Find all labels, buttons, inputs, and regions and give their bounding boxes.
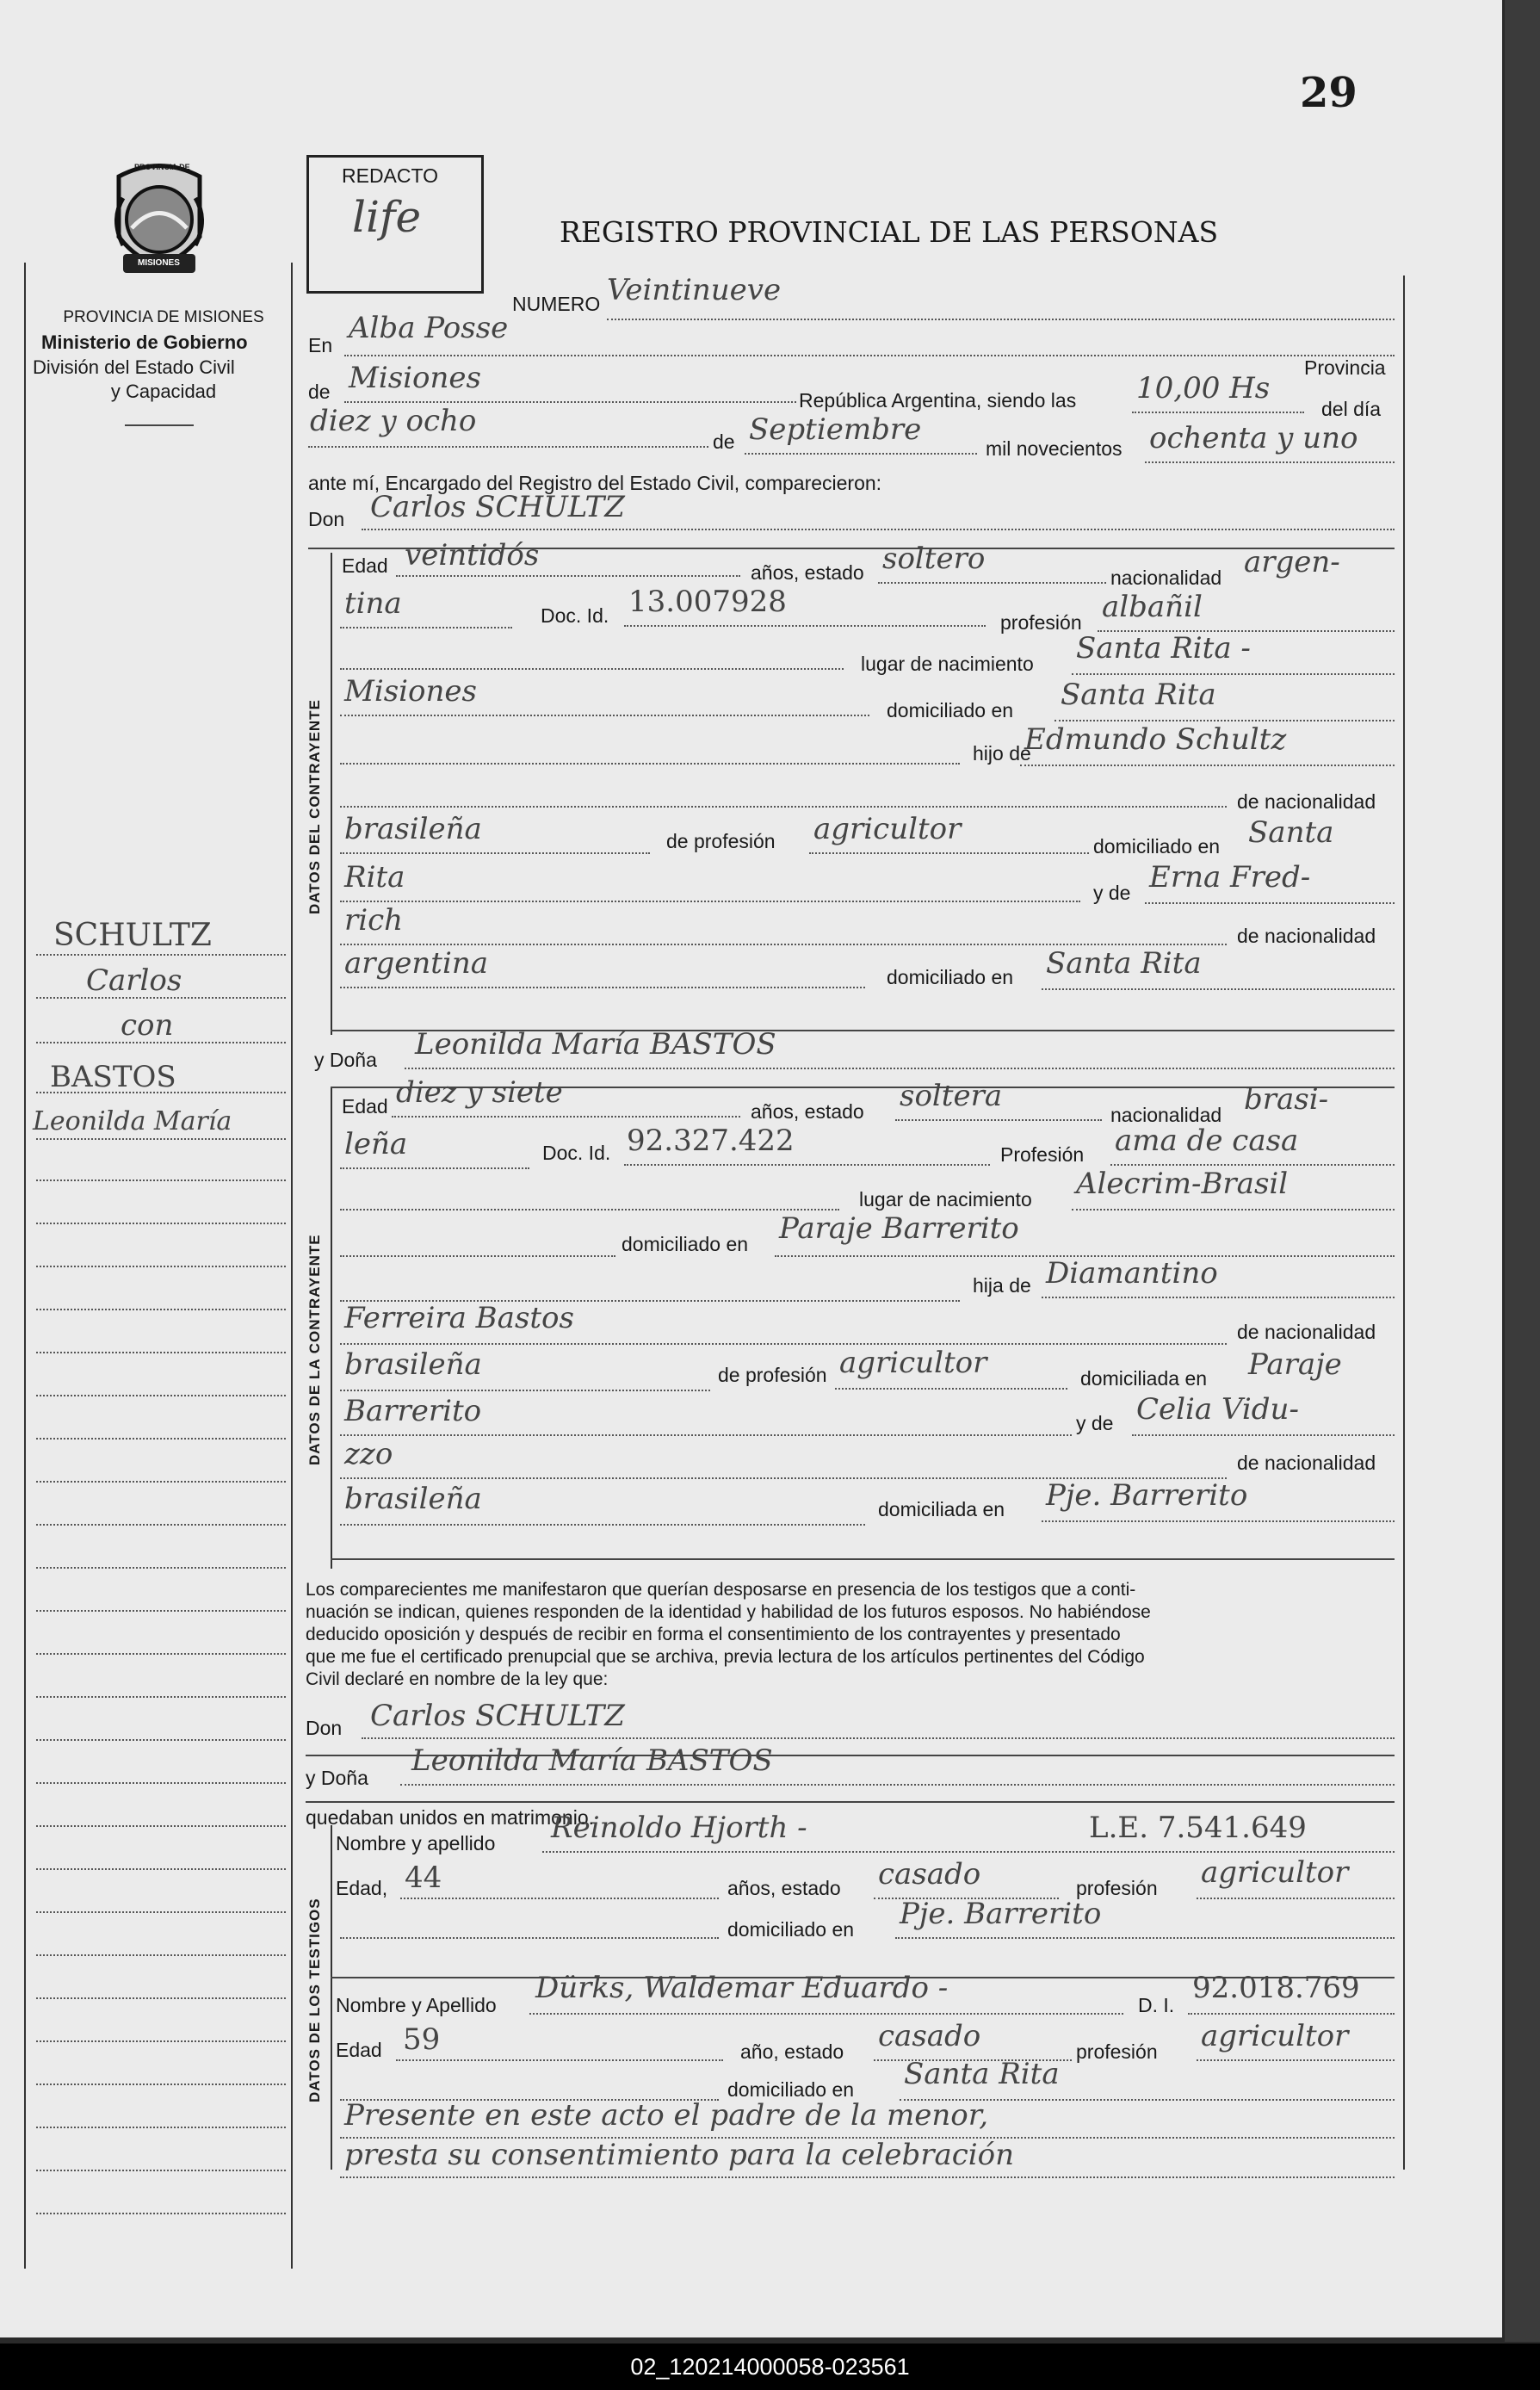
c-estado-label: años, estado [751,561,864,584]
note-line-2: presta su consentimiento para la celebración [344,2138,1015,2172]
division-line-1: División del Estado Civil [33,356,235,378]
numero-value: Veintinueve [607,273,782,307]
f-edad-value: diez y siete [396,1075,563,1110]
f-domicilio-label: domiciliado en [622,1233,749,1255]
c-profesion-label: profesión [1000,611,1082,634]
c-padre-dom-value-1: Santa [1248,815,1334,850]
c-padre-nac-label: de nacionalidad [1237,790,1376,813]
t2-dom-value: Santa Rita [904,2057,1060,2091]
f-y-de-label: y de [1076,1412,1114,1434]
f-padre-nac-value: brasileña [344,1347,482,1382]
t1-edad-label: Edad, [336,1877,388,1899]
hora-value: 10,00 Hs [1136,371,1271,406]
f-padre-prof-value: agricultor [839,1346,987,1380]
side-label-contrayente-f: DATOS DE LA CONTRAYENTE [306,1234,323,1465]
c-madre-nac-label: de nacionalidad [1237,925,1376,947]
declaration-line-3: deducido oposición y después de recibir en forma el consentimiento de los contrayentes y presentado [306,1625,1121,1644]
c-madre-dom-value: Santa Rita [1046,946,1202,981]
c-madre-nac-value: argentina [344,946,489,981]
decl-don-value: Carlos SCHULTZ [370,1699,625,1733]
t1-doc-value: L.E. 7.541.649 [1089,1811,1307,1845]
c-padre-prof-label: de profesión [666,830,776,852]
t2-prof-value: agricultor [1201,2019,1349,2053]
c-padre-value: Edmundo Schultz [1024,722,1287,757]
f-domicilio-value: Paraje Barrerito [779,1211,1019,1246]
division-line-2: y Capacidad [110,381,217,402]
c-profesion-value: albañil [1102,590,1203,624]
t2-dom-label: domiciliado en [727,2078,855,2101]
f-nacionalidad-label: nacionalidad [1110,1104,1222,1126]
don-value: Carlos SCHULTZ [370,490,625,524]
c-edad-label: Edad [342,554,388,577]
c-madre-dom-label: domiciliado en [887,966,1014,988]
c-nacionalidad-label: nacionalidad [1110,567,1222,589]
t1-edad-value: 44 [405,1861,442,1895]
de-value: Misiones [349,361,481,395]
f-padre-prof-label: de profesión [718,1364,827,1386]
t1-nombre-label: Nombre y apellido [336,1832,496,1854]
c-domicilio-label: domiciliado en [887,699,1014,721]
t2-edad-label: Edad [336,2039,382,2061]
f-profesion-value: ama de casa [1115,1124,1299,1158]
t1-nombre-value: Reinoldo Hjorth - [551,1811,807,1845]
f-nacionalidad-value-1: brasi- [1244,1082,1329,1117]
provincia-label: Provincia [1304,356,1386,379]
margin-note-surname-2: BASTOS [50,1060,176,1094]
note-line-1: Presente en este acto el padre de la menor, [344,2098,989,2133]
f-dona-label: y Doña [314,1049,377,1071]
scan-footer-code: 02_120214000058-023561 [0,2344,1540,2390]
t1-dom-label: domiciliado en [727,1918,855,1941]
f-madre-value-1: Celia Vidu- [1136,1392,1299,1427]
c-lugar-label: lugar de nacimiento [861,653,1034,675]
f-padre-dom-value-2: Barrerito [344,1394,482,1428]
c-y-de-label: y de [1093,882,1131,904]
t2-anios-label: año, estado [740,2040,844,2063]
c-padre-dom-value-2: Rita [344,860,405,895]
document-title: REGISTRO PROVINCIAL DE LAS PERSONAS [560,215,1219,249]
decl-quedaban: quedaban unidos en matrimonio. [306,1806,595,1829]
t1-prof-value: agricultor [1201,1855,1349,1890]
f-estado-value: soltera [900,1079,1003,1113]
republica-label: República Argentina, siendo las [799,389,1077,412]
ministry-name: Ministerio de Gobierno [41,331,248,353]
c-lugar-value-1: Santa Rita - [1076,631,1251,666]
de-label: de [308,381,331,403]
don-label: Don [308,508,345,530]
f-hija-label: hija de [973,1274,1031,1297]
f-edad-label: Edad [342,1095,388,1118]
t2-nombre-value: Dürks, Waldemar Eduardo - [535,1971,949,2005]
redacto-signature: life [352,192,422,242]
dia-value: diez y ocho [310,404,477,438]
ante-label: ante mí, Encargado del Registro del Estado Civil, comparecieron: [308,472,882,494]
c-edad-value: veintidós [405,538,540,573]
book-binding-edge [1505,0,1540,2342]
c-nacionalidad-value-2: tina [344,586,402,621]
t2-nombre-label: Nombre y Apellido [336,1994,497,2016]
c-padre-prof-value: agricultor [813,812,962,846]
f-madre-nac-value: brasileña [344,1482,482,1516]
page-number: 29 [1300,69,1358,117]
c-nacionalidad-value-1: argen- [1244,545,1340,579]
f-lugar-label: lugar de nacimiento [859,1188,1032,1210]
f-madre-dom-label: domiciliada en [878,1498,1005,1520]
c-padre-nac-value: brasileña [344,812,482,846]
f-madre-value-2: zzo [344,1437,393,1471]
f-estado-label: años, estado [751,1100,864,1123]
declaration-line-4: que me fue el certificado prenupcial que se archiva, previa lectura de los artículos pertinentes del Código [306,1647,1145,1667]
f-padre-dom-label: domiciliada en [1080,1367,1208,1390]
del-dia-label: del día [1321,398,1382,420]
mil-label: mil novecientos [986,437,1123,460]
t2-doc-value: 92.018.769 [1192,1971,1360,2005]
decl-dona-value: Leonilda María BASTOS [411,1743,773,1778]
anio-value: ochenta y uno [1149,421,1358,455]
f-doc-value: 92.327.422 [627,1124,795,1158]
t2-estado-value: casado [878,2019,981,2053]
seal-top-text: PROVINCIA DE [134,163,190,171]
provincial-seal-icon [102,159,217,288]
mes-value: Septiembre [749,412,922,447]
redacto-label: REDACTO [342,164,439,187]
c-hijo-label: hijo de [973,742,1031,765]
seal-bottom-text: MISIONES [138,258,180,268]
declaration-line-2: nuación se indican, quienes responden de la identidad y habilidad de los futuros esposos. No habiéndose [306,1602,1151,1622]
c-doc-value: 13.007928 [628,585,787,619]
redacto-box [306,155,484,294]
declaration-line-5: Civil declaré en nombre de la ley que: [306,1669,609,1689]
f-profesion-label: Profesión [1000,1143,1085,1166]
t2-prof-label: profesión [1076,2040,1158,2063]
t2-edad-value: 59 [403,2022,441,2057]
decl-dona-label: y Doña [306,1767,368,1789]
f-padre-nac-label: de nacionalidad [1237,1321,1376,1343]
f-padre-value-1: Diamantino [1046,1256,1218,1291]
c-lugar-value-2: Misiones [344,674,477,709]
f-madre-dom-value: Pje. Barrerito [1046,1478,1248,1513]
t2-doc-label: D. I. [1138,1994,1175,2016]
side-label-testigos: DATOS DE LOS TESTIGOS [306,1898,323,2102]
t1-estado-value: casado [878,1857,981,1892]
f-lugar-value: Alecrim-Brasil [1076,1167,1289,1201]
c-doc-label: Doc. Id. [541,604,609,627]
side-label-contrayente: DATOS DEL CONTRAYENTE [306,699,323,914]
f-padre-value-2: Ferreira Bastos [344,1301,574,1335]
declaration-line-1: Los comparecientes me manifestaron que querían desposarse en presencia de los testigos que a conti- [306,1580,1136,1600]
c-estado-value: soltero [882,542,986,576]
de2-label: de [713,430,735,453]
c-madre-value-1: Erna Fred- [1149,860,1311,895]
t1-dom-value: Pje. Barrerito [900,1897,1102,1931]
decl-don-label: Don [306,1717,343,1739]
f-dona-value: Leonilda María BASTOS [415,1027,776,1062]
t1-prof-label: profesión [1076,1877,1158,1899]
f-padre-dom-value-1: Paraje [1248,1347,1342,1382]
margin-note-con: con [121,1008,174,1043]
margin-note-name-2: Leonilda María [33,1106,232,1136]
en-value: Alba Posse [349,311,509,345]
numero-label: NUMERO [512,293,601,315]
f-nacionalidad-value-2: leña [344,1127,408,1161]
margin-note-surname: SCHULTZ [53,918,212,953]
c-padre-dom-label: domiciliado en [1093,835,1221,858]
c-domicilio-value: Santa Rita [1061,678,1216,712]
t1-anios-label: años, estado [727,1877,841,1899]
en-label: En [308,334,333,356]
province-name: PROVINCIA DE MISIONES [63,308,264,326]
f-doc-label: Doc. Id. [542,1142,611,1164]
f-madre-nac-label: de nacionalidad [1237,1452,1376,1474]
margin-note-name: Carlos [86,963,182,998]
c-madre-value-2: rich [344,903,404,938]
